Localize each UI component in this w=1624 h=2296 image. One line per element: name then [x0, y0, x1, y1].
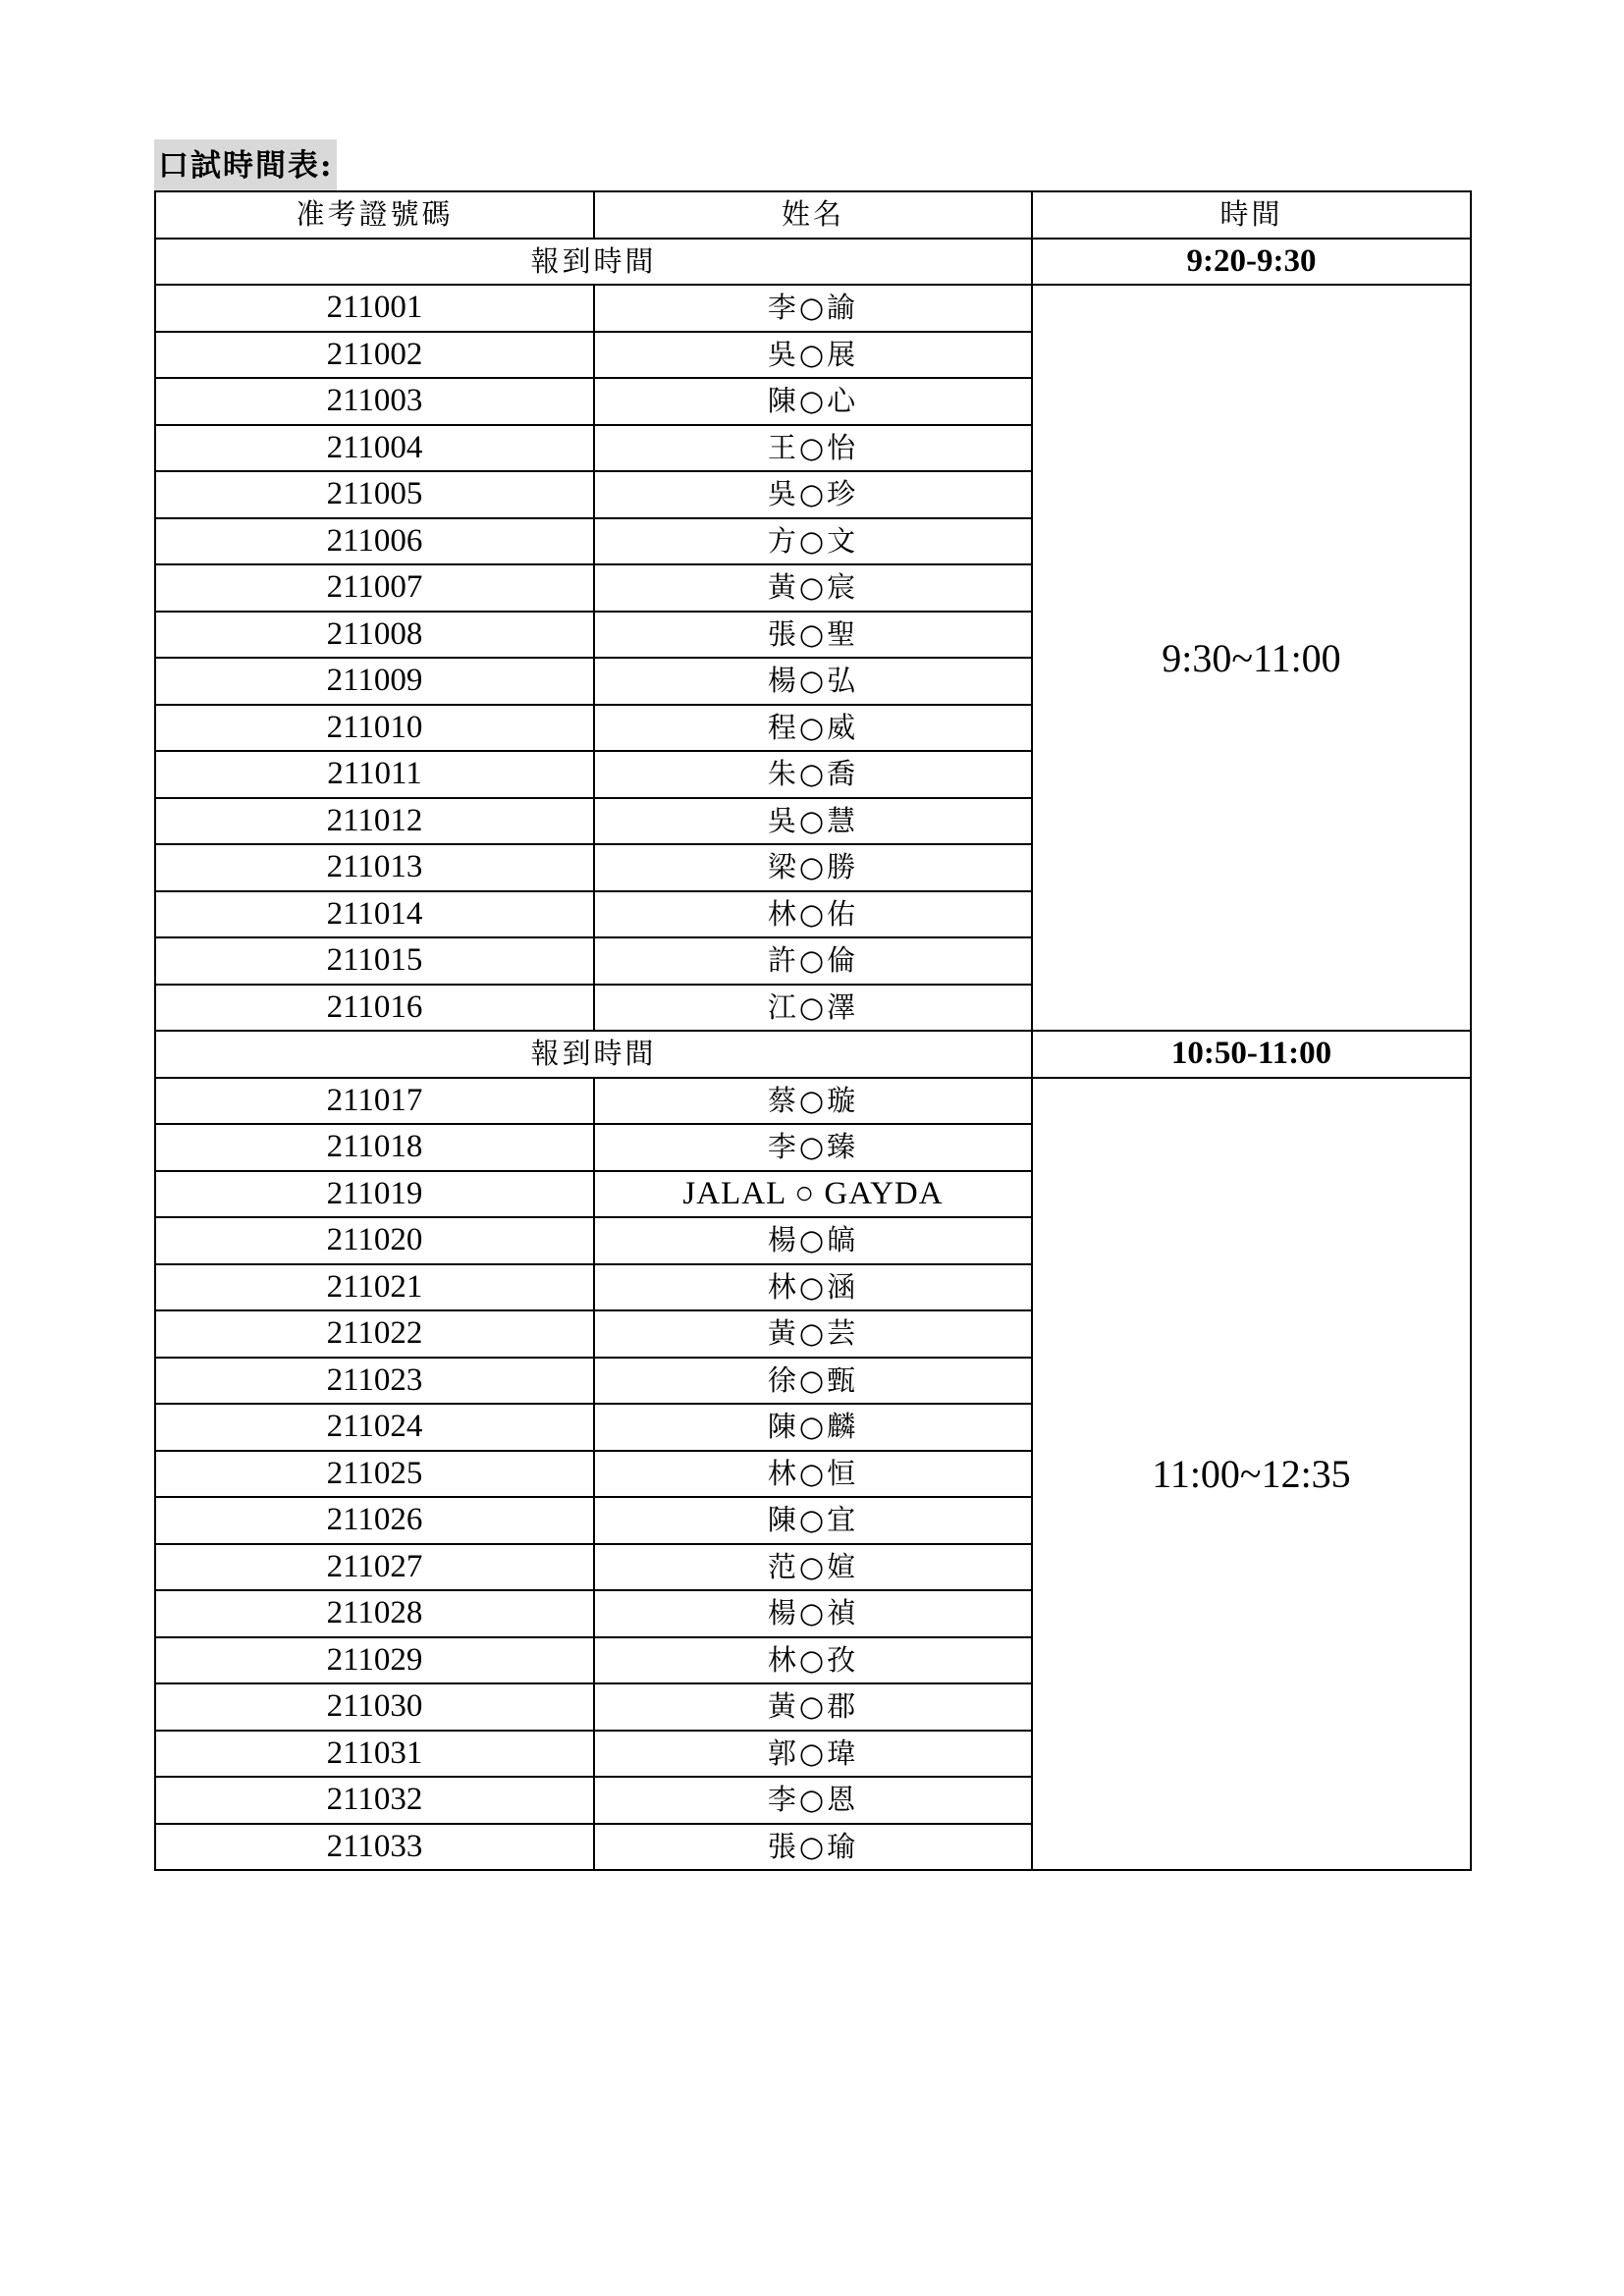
exam-number: 211003 [155, 378, 594, 425]
exam-number: 211016 [155, 985, 594, 1032]
student-name: 吳○展 [594, 332, 1032, 379]
student-name: 王○怡 [594, 425, 1032, 472]
exam-number: 211028 [155, 1590, 594, 1637]
exam-number: 211029 [155, 1637, 594, 1684]
checkin-row [155, 1031, 1471, 1078]
exam-number: 211023 [155, 1358, 594, 1405]
exam-number: 211030 [155, 1683, 594, 1731]
student-name: 李○恩 [594, 1777, 1032, 1824]
student-name: 黃○芸 [594, 1310, 1032, 1358]
column-header-exam-number: 准考證號碼 [155, 191, 594, 239]
exam-number: 211008 [155, 612, 594, 659]
student-name: 朱○喬 [594, 751, 1032, 798]
exam-number: 211027 [155, 1544, 594, 1591]
schedule-body [155, 191, 1471, 1870]
oral-exam-schedule-table [154, 190, 1472, 1871]
exam-number: 211007 [155, 564, 594, 612]
exam-number: 211020 [155, 1217, 594, 1264]
student-name: 李○臻 [594, 1124, 1032, 1171]
student-name: 程○威 [594, 705, 1032, 752]
checkin-time: 10:50-11:00 [1032, 1031, 1471, 1078]
checkin-label: 報到時間 [155, 1031, 1032, 1078]
student-name: 陳○宜 [594, 1497, 1032, 1544]
exam-number: 211002 [155, 332, 594, 379]
student-name: 方○文 [594, 518, 1032, 565]
page-title: 口試時間表: [154, 139, 337, 190]
student-name: 林○佑 [594, 891, 1032, 938]
student-name: 梁○勝 [594, 844, 1032, 891]
exam-number: 211025 [155, 1451, 594, 1498]
student-name: 江○澤 [594, 985, 1032, 1032]
column-header-name: 姓名 [594, 191, 1032, 239]
exam-number: 211022 [155, 1310, 594, 1358]
student-name: 黃○郡 [594, 1683, 1032, 1731]
exam-number: 211019 [155, 1171, 594, 1218]
exam-number: 211017 [155, 1078, 594, 1125]
exam-number: 211031 [155, 1731, 594, 1778]
student-name: 黃○宸 [594, 564, 1032, 612]
student-name: 張○聖 [594, 612, 1032, 659]
student-name: 郭○瑋 [594, 1731, 1032, 1778]
student-name: 蔡○璇 [594, 1078, 1032, 1125]
student-name: 陳○心 [594, 378, 1032, 425]
exam-number: 211011 [155, 751, 594, 798]
column-header-time: 時間 [1032, 191, 1471, 239]
student-name: 張○瑜 [594, 1824, 1032, 1871]
student-name: 楊○弘 [594, 658, 1032, 705]
exam-number: 211001 [155, 285, 594, 332]
exam-number: 211015 [155, 937, 594, 985]
exam-number: 211024 [155, 1404, 594, 1451]
table-row [155, 1078, 1471, 1125]
exam-number: 211021 [155, 1264, 594, 1311]
header-row [155, 191, 1471, 239]
exam-number: 211009 [155, 658, 594, 705]
student-name: 楊○皜 [594, 1217, 1032, 1264]
student-name: 李○諭 [594, 285, 1032, 332]
student-name: 楊○禎 [594, 1590, 1032, 1637]
exam-number: 211005 [155, 471, 594, 518]
student-name: 陳○麟 [594, 1404, 1032, 1451]
student-name: JALAL ○ GAYDA [594, 1171, 1032, 1218]
exam-number: 211018 [155, 1124, 594, 1171]
exam-number: 211010 [155, 705, 594, 752]
exam-number: 211012 [155, 798, 594, 845]
student-name: 許○倫 [594, 937, 1032, 985]
student-name: 林○恒 [594, 1451, 1032, 1498]
student-name: 范○媗 [594, 1544, 1032, 1591]
exam-time-slot: 11:00~12:35 [1032, 1078, 1471, 1871]
checkin-row [155, 239, 1471, 286]
exam-number: 211026 [155, 1497, 594, 1544]
table-row [155, 285, 1471, 332]
student-name: 徐○甄 [594, 1358, 1032, 1405]
student-name: 吳○珍 [594, 471, 1032, 518]
exam-number: 211013 [155, 844, 594, 891]
exam-number: 211032 [155, 1777, 594, 1824]
exam-number: 211004 [155, 425, 594, 472]
checkin-time: 9:20-9:30 [1032, 239, 1471, 286]
exam-time-slot: 9:30~11:00 [1032, 285, 1471, 1031]
checkin-label: 報到時間 [155, 239, 1032, 286]
exam-number: 211006 [155, 518, 594, 565]
student-name: 吳○慧 [594, 798, 1032, 845]
student-name: 林○涵 [594, 1264, 1032, 1311]
exam-number: 211033 [155, 1824, 594, 1871]
exam-number: 211014 [155, 891, 594, 938]
student-name: 林○孜 [594, 1637, 1032, 1684]
